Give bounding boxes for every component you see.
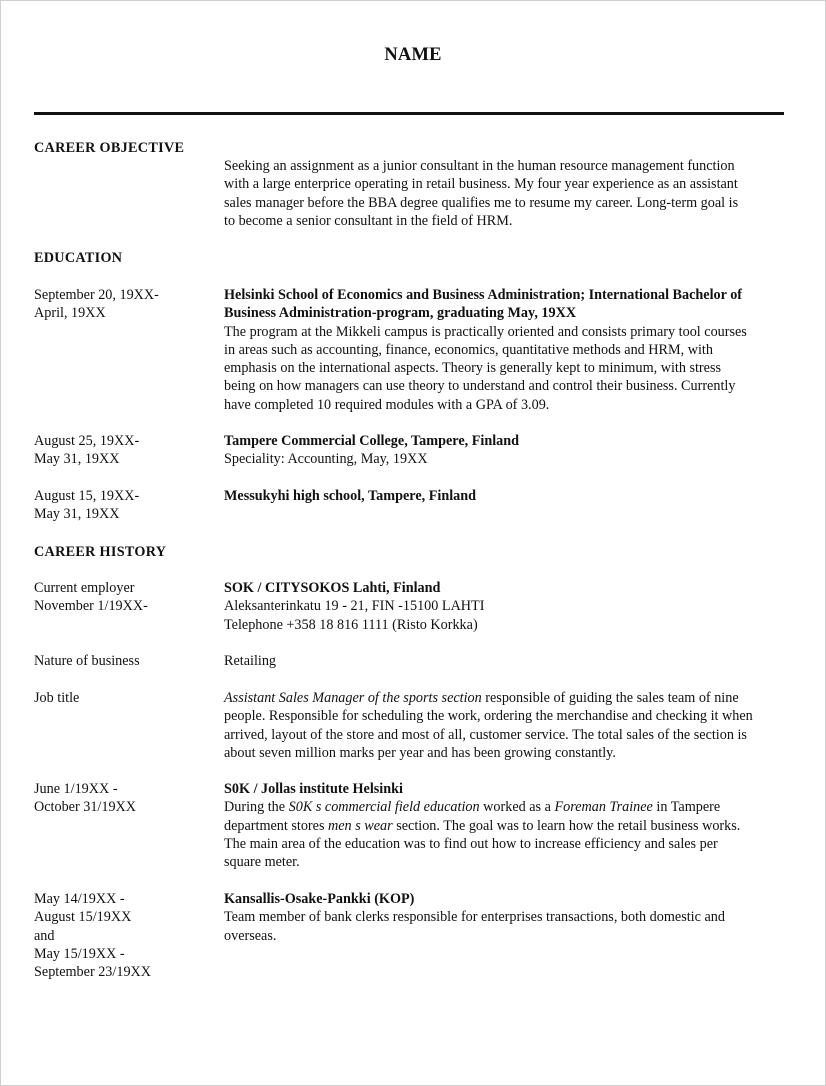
school-title: Business Administration-program, graduating May, 19XX — [224, 305, 577, 322]
objective-line: sales manager before the BBA degree qualifies me to resume my career. Long-term goal is — [224, 194, 739, 211]
text-fragment-italic: men s wear — [328, 817, 393, 834]
text-fragment: worked as a — [479, 799, 555, 816]
kop-entry — [224, 890, 784, 945]
objective-line: Seeking an assignment as a junior consultant in the human resource management function — [224, 158, 735, 174]
education-entry-2 — [224, 432, 784, 469]
current-employer-labels — [34, 579, 214, 616]
program-desc: have completed 10 required modules with a GPA of 3.09. — [224, 396, 550, 413]
jollas-title: S0K / Jollas institute Helsinki — [224, 781, 403, 797]
jollas-line — [224, 798, 784, 816]
career-objective-heading: CAREER OBJECTIVE — [34, 140, 185, 156]
job-title-italic: Assistant Sales Manager of the sports section — [224, 690, 482, 706]
text-fragment-italic: Foreman Trainee — [554, 799, 653, 816]
education-dates-3 — [34, 487, 214, 524]
school-title: Tampere Commercial College, Tampere, Finland — [224, 433, 520, 449]
date-line: August 15, 19XX- — [34, 488, 140, 504]
education-dates-1 — [34, 286, 214, 323]
text-fragment-italic: S0K s commercial field education — [288, 799, 480, 816]
date-line: May 31, 19XX — [34, 451, 120, 468]
text-fragment: department stores — [224, 817, 329, 834]
education-dates-2 — [34, 432, 214, 469]
program-desc: being on how managers can use theory to understand and control their business. Currently — [224, 378, 736, 395]
jollas-line: square meter. — [224, 854, 300, 871]
education-heading: EDUCATION — [34, 250, 123, 266]
text-fragment: During the — [224, 799, 289, 816]
objective-line: to become a senior consultant in the field of HRM. — [224, 212, 513, 229]
nature-value: Retailing — [224, 653, 277, 669]
education-entry-1 — [224, 286, 784, 414]
jollas-dates — [34, 780, 214, 817]
kop-line: Team member of bank clerks responsible for enterprises transactions, both domestic and — [224, 909, 725, 926]
date-line: June 1/19XX - — [34, 781, 118, 797]
current-employer — [224, 579, 784, 634]
resume-name-heading: NAME — [384, 45, 442, 65]
jollas-line — [224, 817, 784, 835]
text-fragment: in Tampere — [652, 799, 721, 816]
program-desc: in areas such as accounting, finance, economics, quantitative methods and HRM, with — [224, 341, 713, 358]
nature-label: Nature of business — [34, 653, 140, 669]
date-line: October 31/19XX — [34, 799, 137, 816]
career-objective-text — [224, 157, 784, 230]
job-title-label: Job title — [34, 690, 80, 706]
date-line: and — [34, 927, 55, 944]
kop-line: overseas. — [224, 927, 277, 944]
school-title: Messukyhi high school, Tampere, Finland — [224, 488, 477, 504]
job-line — [224, 689, 784, 707]
speciality: Speciality: Accounting, May, 19XX — [224, 451, 428, 468]
employer-address: Aleksanterinkatu 19 - 21, FIN -15100 LAHTI — [224, 598, 485, 615]
jollas-entry — [224, 780, 784, 871]
kop-dates — [34, 890, 214, 981]
school-title: Helsinki School of Economics and Business Administration; International Bachelor of — [224, 287, 743, 303]
header-divider — [34, 112, 784, 115]
job-line: arrived, layout of the store and most of all, customer service. The total sales of the section is — [224, 726, 747, 743]
date-line: August 25, 19XX- — [34, 433, 140, 449]
jollas-line: The main area of the education was to find out how to increase efficiency and sales per — [224, 835, 718, 852]
career-history-heading: CAREER HISTORY — [34, 544, 167, 560]
kop-title: Kansallis-Osake-Pankki (KOP) — [224, 891, 415, 907]
date-line: September 23/19XX — [34, 964, 152, 981]
date-line: May 15/19XX - — [34, 945, 125, 962]
education-entry-3 — [224, 487, 784, 505]
job-line: about seven million marks per year and has been growing constantly. — [224, 744, 616, 761]
job-description — [224, 689, 784, 762]
date-line: April, 19XX — [34, 305, 106, 322]
label-line: November 1/19XX- — [34, 598, 148, 615]
text-fragment: section. The goal was to learn how the retail business works. — [392, 817, 741, 834]
job-line: people. Responsible for scheduling the work, ordering the merchandise and checking it when — [224, 708, 753, 725]
employer-title: SOK / CITYSOKOS Lahti, Finland — [224, 580, 441, 596]
date-line: May 14/19XX - — [34, 891, 125, 907]
objective-line: with a large enterprice operating in retail business. My four year experience as an assistant — [224, 176, 738, 193]
program-desc: emphasis on the international aspects. Theory is generally kept to minimum, with stress — [224, 360, 721, 377]
employer-telephone: Telephone +358 18 816 1111 (Risto Korkka) — [224, 616, 478, 633]
date-line: September 20, 19XX- — [34, 287, 159, 303]
job-line-rest: responsible of guiding the sales team of nine — [481, 690, 739, 706]
date-line: May 31, 19XX — [34, 506, 120, 523]
label-line: Current employer — [34, 580, 135, 596]
date-line: August 15/19XX — [34, 909, 132, 926]
program-desc: The program at the Mikkeli campus is practically oriented and consists primary tool courses — [224, 323, 747, 340]
